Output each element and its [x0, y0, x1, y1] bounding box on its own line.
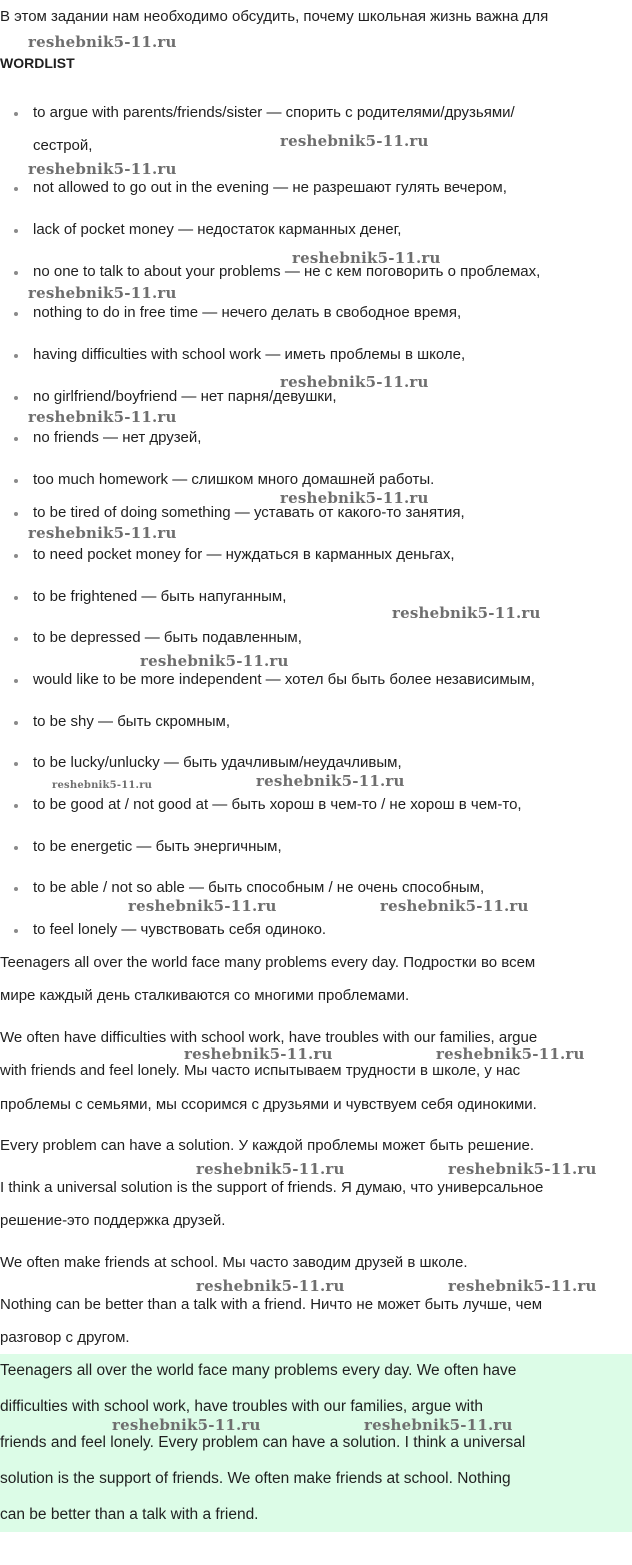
bullet-icon	[14, 679, 18, 683]
list-item-text: to argue with parents/friends/sister — спорить с родителями/друзьями/	[33, 104, 515, 121]
list-item-text: too much homework — слишком много домашней работы.	[33, 471, 435, 488]
bullet-icon	[14, 804, 18, 808]
watermark: reshebnik5-11.ru	[280, 489, 429, 507]
list-item-text: not allowed to go out in the evening — не разрешают гулять вечером,	[33, 179, 507, 196]
watermark: reshebnik5-11.ru	[28, 524, 177, 542]
watermark: reshebnik5-11.ru	[128, 897, 277, 915]
answer-line: friends and feel lonely. Every problem can have a solution. I think a universal	[0, 1434, 526, 1451]
watermark: reshebnik5-11.ru	[256, 772, 405, 790]
intro-text: В этом задании нам необходимо обсудить, почему школьная жизнь важна для	[0, 8, 549, 25]
answer-line: difficulties with school work, have troubles with our families, argue with	[0, 1398, 484, 1415]
answer-line: Teenagers all over the world face many problems every day. We often have	[0, 1362, 517, 1379]
watermark: reshebnik5-11.ru	[448, 1160, 597, 1178]
list-item-text: nothing to do in free time — нечего делать в свободное время,	[33, 304, 462, 321]
watermark: reshebnik5-11.ru	[28, 284, 177, 302]
paragraph-line: проблемы с семьями, мы ссоримся с друзьями и чувствуем себя одинокими.	[0, 1096, 537, 1113]
watermark: reshebnik5-11.ru	[280, 132, 429, 150]
answer-box	[0, 1354, 632, 1532]
bullet-icon	[14, 312, 18, 316]
watermark: reshebnik5-11.ru	[28, 33, 177, 51]
list-item-text: to be shy — быть скромным,	[33, 713, 231, 730]
list-item-text: no friends — нет друзей,	[33, 429, 202, 446]
watermark: reshebnik5-11.ru	[436, 1045, 585, 1063]
paragraph-line: мире каждый день сталкиваются со многими проблемами.	[0, 987, 410, 1004]
watermark: reshebnik5-11.ru	[28, 408, 177, 426]
list-item-text: would like to be more independent — хотел бы быть более независимым,	[33, 671, 535, 688]
wordlist-heading: WORDLIST	[0, 55, 75, 71]
bullet-icon	[14, 846, 18, 850]
paragraph-line: решение-это поддержка друзей.	[0, 1212, 226, 1229]
paragraph-line: with friends and feel lonely. Мы часто испытываем трудности в школе, у нас	[0, 1062, 521, 1079]
watermark: reshebnik5-11.ru	[140, 652, 289, 670]
bullet-icon	[14, 437, 18, 441]
paragraph-line: разговор с другом.	[0, 1329, 130, 1346]
list-item-text: to feel lonely — чувствовать себя одиноко.	[33, 921, 327, 938]
list-item-text: to need pocket money for — нуждаться в карманных деньгах,	[33, 546, 455, 563]
watermark: reshebnik5-11.ru	[28, 160, 177, 178]
watermark: reshebnik5-11.ru	[380, 897, 529, 915]
paragraph-line: We often have difficulties with school work, have troubles with our families, argue	[0, 1029, 538, 1046]
list-item-text: to be depressed — быть подавленным,	[33, 629, 302, 646]
bullet-icon	[14, 512, 18, 516]
watermark: reshebnik5-11.ru	[448, 1277, 597, 1295]
bullet-icon	[14, 596, 18, 600]
bullet-icon	[14, 762, 18, 766]
bullet-icon	[14, 187, 18, 191]
bullet-icon	[14, 887, 18, 891]
list-item-text: lack of pocket money — недостаток карманных денег,	[33, 221, 402, 238]
watermark: reshebnik5-11.ru	[392, 604, 541, 622]
watermark: reshebnik5-11.ru	[184, 1045, 333, 1063]
paragraph-line: Every problem can have a solution. У каждой проблемы может быть решение.	[0, 1137, 535, 1154]
list-item-text: no girlfriend/boyfriend — нет парня/девушки,	[33, 388, 337, 405]
watermark: reshebnik5-11.ru	[280, 373, 429, 391]
watermark: reshebnik5-11.ru	[292, 249, 441, 267]
bullet-icon	[14, 354, 18, 358]
bullet-icon	[14, 929, 18, 933]
watermark: reshebnik5-11.ru	[196, 1277, 345, 1295]
list-item-text-continued: сестрой,	[33, 137, 93, 154]
bullet-icon	[14, 271, 18, 275]
list-item-text: to be frightened — быть напуганным,	[33, 588, 287, 605]
list-item-text: no one to talk to about your problems — не с кем поговорить о проблемах,	[33, 263, 541, 280]
bullet-icon	[14, 637, 18, 641]
paragraph-line: Teenagers all over the world face many problems every day. Подростки во всем	[0, 954, 536, 971]
bullet-icon	[14, 229, 18, 233]
list-item-text: to be lucky/unlucky — быть удачливым/неудачливым,	[33, 754, 402, 771]
list-item-text: to be able / not so able — быть способным / не очень способным,	[33, 879, 485, 896]
paragraph-line: Nothing can be better than a talk with a friend. Ничто не может быть лучше, чем	[0, 1296, 543, 1313]
answer-line: can be better than a talk with a friend.	[0, 1506, 259, 1523]
watermark: reshebnik5-11.ru	[52, 780, 153, 791]
bullet-icon	[14, 396, 18, 400]
bullet-icon	[14, 554, 18, 558]
paragraph-line: We often make friends at school. Мы часто заводим друзей в школе.	[0, 1254, 468, 1271]
answer-line: solution is the support of friends. We often make friends at school. Nothing	[0, 1470, 511, 1487]
paragraph-line: I think a universal solution is the support of friends. Я думаю, что универсальное	[0, 1179, 544, 1196]
watermark: reshebnik5-11.ru	[196, 1160, 345, 1178]
bullet-icon	[14, 479, 18, 483]
watermark: reshebnik5-11.ru	[364, 1416, 513, 1434]
list-item-text: to be tired of doing something — уставать от какого-то занятия,	[33, 504, 465, 521]
bullet-icon	[14, 112, 18, 116]
bullet-icon	[14, 721, 18, 725]
list-item-text: having difficulties with school work — иметь проблемы в школе,	[33, 346, 466, 363]
list-item-text: to be energetic — быть энергичным,	[33, 838, 282, 855]
list-item-text: to be good at / not good at — быть хорош в чем-то / не хорош в чем-то,	[33, 796, 522, 813]
watermark: reshebnik5-11.ru	[112, 1416, 261, 1434]
